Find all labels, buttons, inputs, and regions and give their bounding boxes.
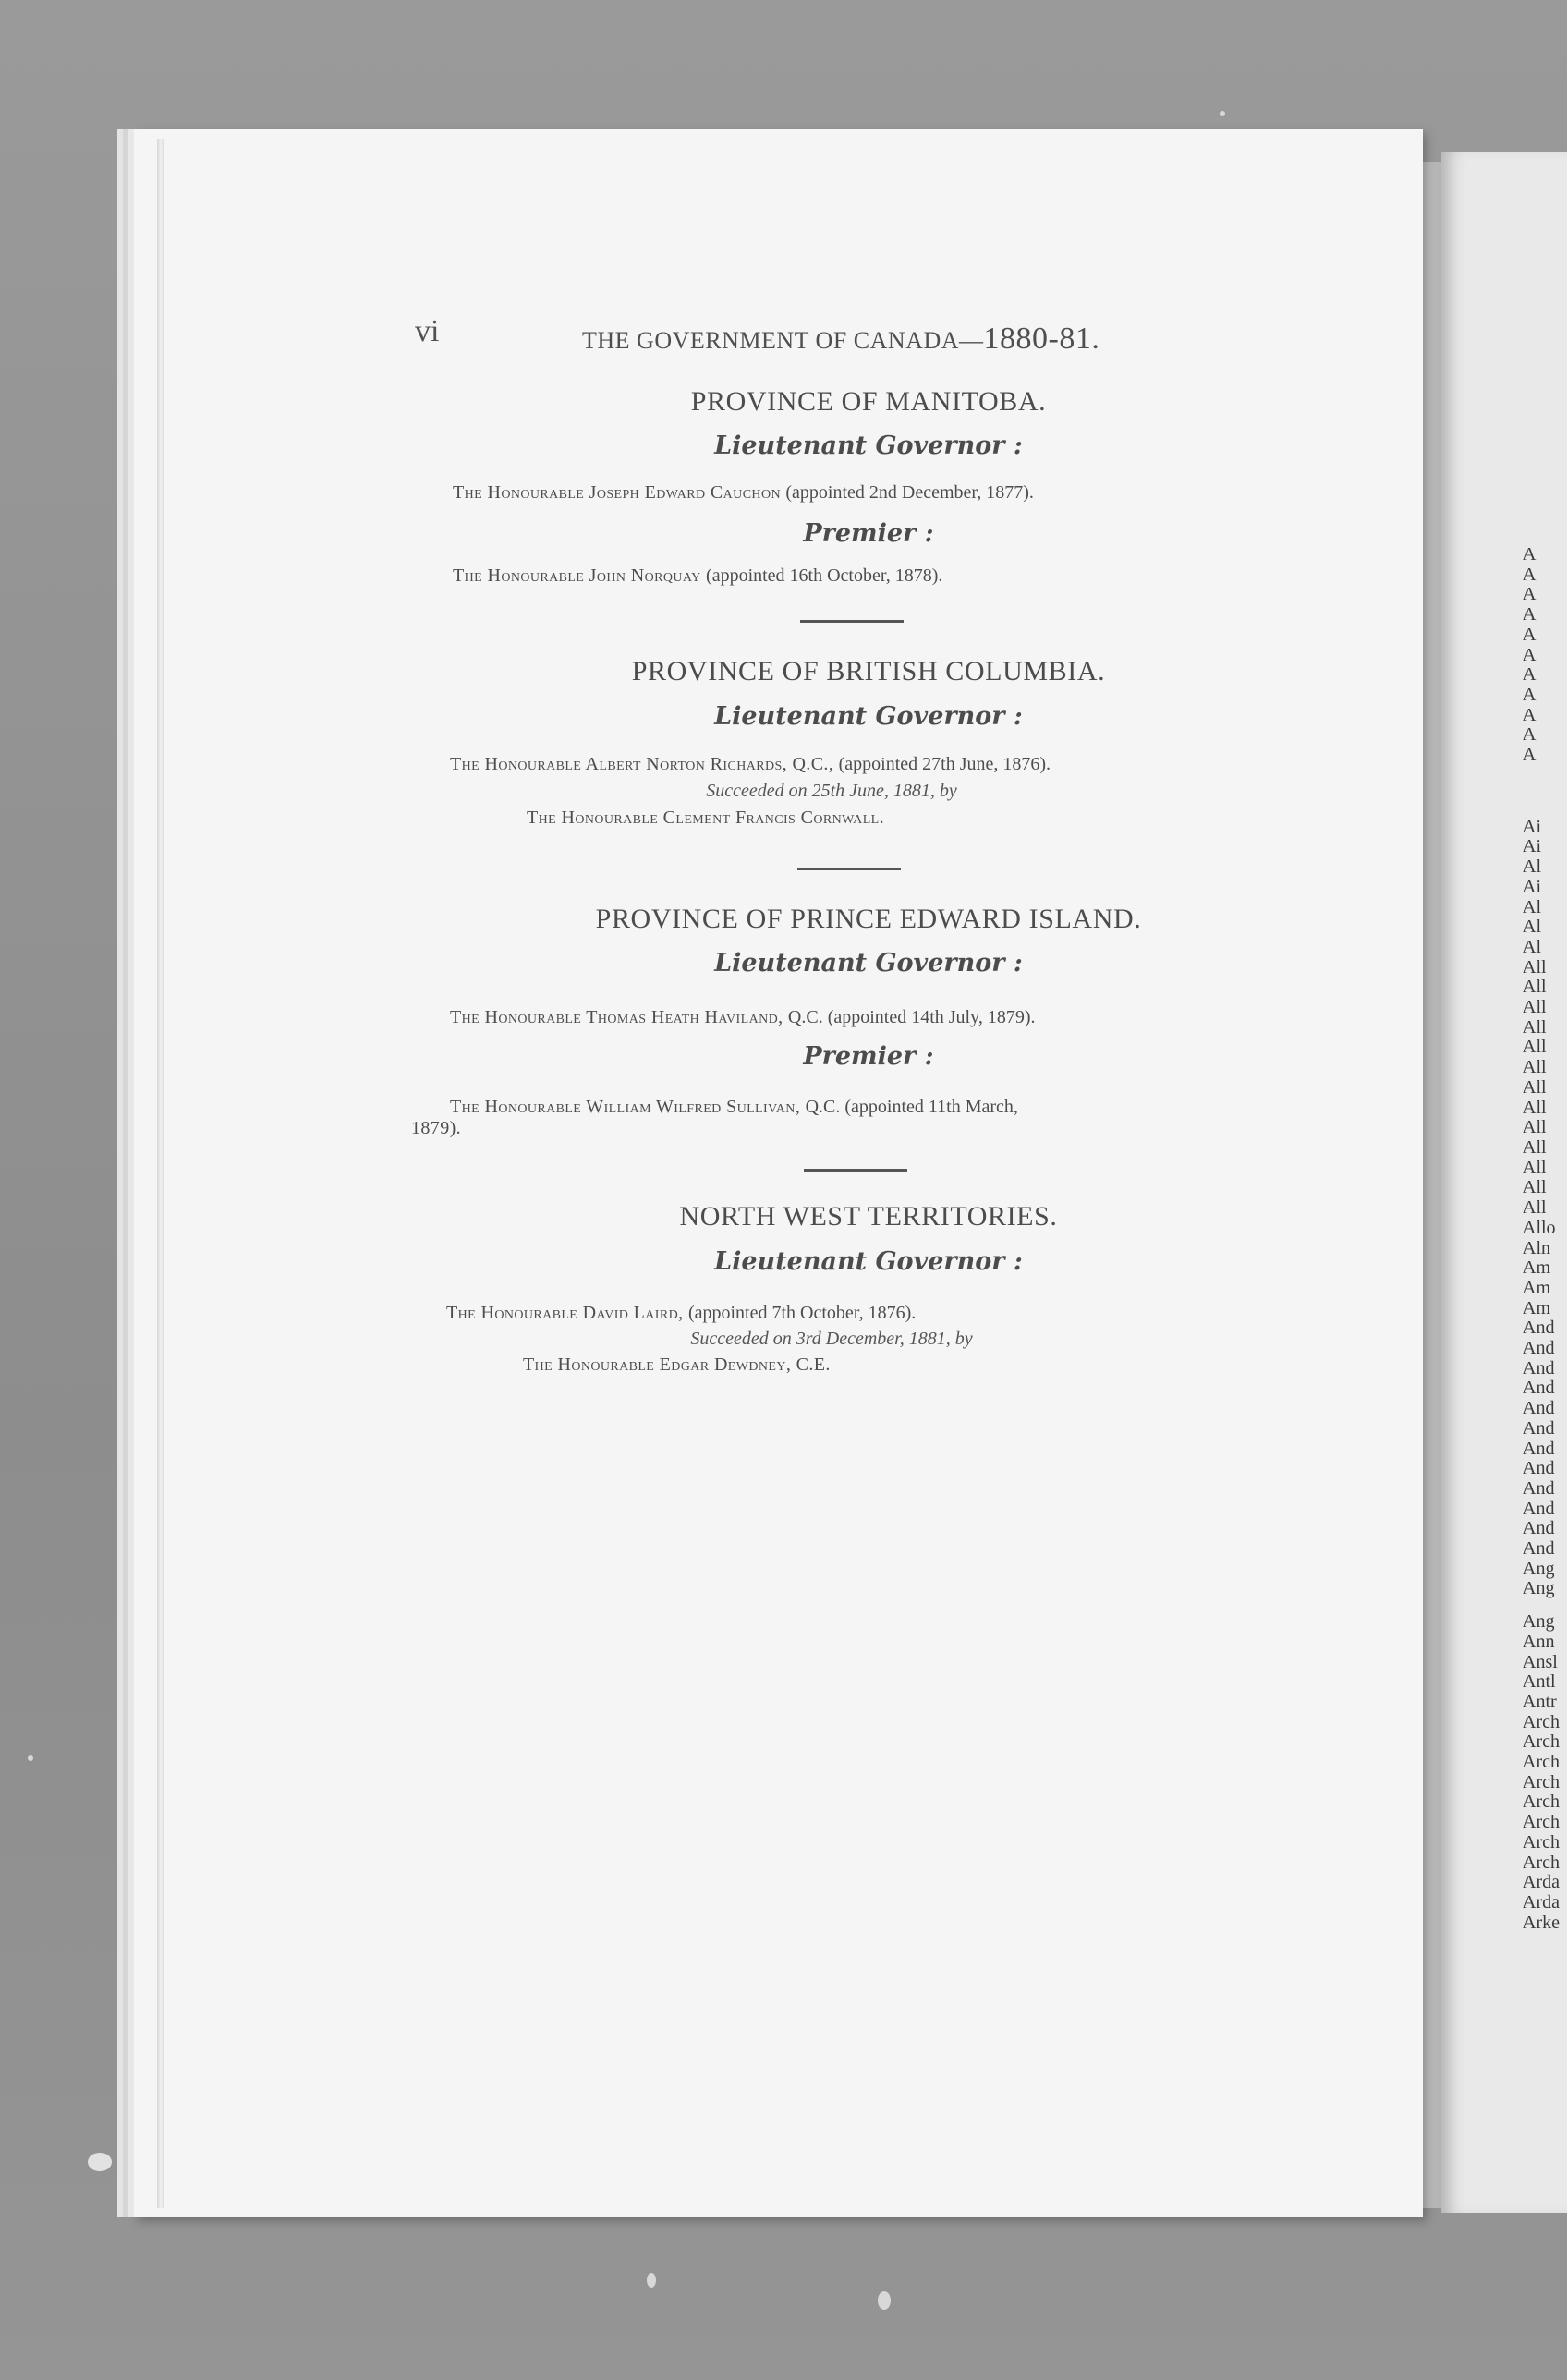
section-heading-manitoba: PROVINCE OF MANITOBA. <box>690 386 1047 417</box>
facing-index-entry: And <box>1523 1357 1555 1378</box>
facing-index-entry: A <box>1523 544 1537 565</box>
facing-index-entry: A <box>1523 624 1537 645</box>
officeholder-line <box>453 565 942 587</box>
facing-index-entry: Ai <box>1523 836 1541 857</box>
facing-index-entry: Al <box>1523 856 1541 878</box>
appointment-note: (appointed 2nd December, 1877). <box>785 482 1034 503</box>
succession-note: Succeeded on 25th June, 1881, by <box>706 781 957 801</box>
officeholder-line <box>450 1097 1018 1118</box>
facing-index-entry: All <box>1523 1037 1547 1058</box>
succession-note: Succeeded on 3rd December, 1881, by <box>690 1329 973 1349</box>
facing-index-entry: All <box>1523 1057 1547 1078</box>
officeholder-line-continuation: 1879). <box>411 1118 462 1138</box>
facing-index-entry: All <box>1523 956 1547 978</box>
facing-index-entry: All <box>1523 1076 1547 1098</box>
office-title-lieutenant-governor: Lieutenant Governor : <box>714 1247 1023 1276</box>
section-divider <box>804 1169 907 1172</box>
facing-index-entry: And <box>1523 1398 1555 1419</box>
facing-index-entry: Antr <box>1523 1691 1557 1712</box>
facing-index-entry: All <box>1523 1136 1547 1158</box>
facing-index-entry: Ai <box>1523 876 1541 897</box>
facing-index-entry: Al <box>1523 917 1541 938</box>
facing-index-entry: All <box>1523 1117 1547 1138</box>
facing-index-entry: Ang <box>1523 1558 1555 1579</box>
facing-index-entry: A <box>1523 745 1537 766</box>
facing-index-entry: All <box>1523 1016 1547 1038</box>
facing-index-entry: Arch <box>1523 1731 1560 1753</box>
facing-index-entry: Ang <box>1523 1611 1555 1633</box>
office-title-lieutenant-governor: Lieutenant Governor : <box>714 949 1023 978</box>
facing-index-entry: Al <box>1523 896 1541 917</box>
appointment-note: (appointed 16th October, 1878). <box>706 565 943 586</box>
running-title-years: 1880-81. <box>983 322 1100 356</box>
section-heading-prince-edward-island: PROVINCE OF PRINCE EDWARD ISLAND. <box>595 904 1142 934</box>
officeholder-line <box>446 1303 916 1324</box>
facing-index-entry: Ai <box>1523 816 1541 837</box>
officeholder-name: The Honourable Joseph Edward Cauchon <box>453 482 781 503</box>
facing-index-entry: Arch <box>1523 1711 1560 1732</box>
facing-index-entry: All <box>1523 997 1547 1018</box>
facing-index-entry: A <box>1523 604 1537 625</box>
appointment-note: Q.C. (appointed 14th July, 1879). <box>787 1007 1036 1027</box>
section-divider <box>797 868 901 870</box>
facing-index-entry: And <box>1523 1438 1555 1459</box>
facing-index-entry: And <box>1523 1458 1555 1479</box>
facing-index-entry: Al <box>1523 936 1541 957</box>
appointment-note: Q.C. (appointed 11th March, <box>805 1097 1018 1117</box>
facing-index-entry: And <box>1523 1498 1555 1519</box>
facing-index-entry: Arch <box>1523 1752 1560 1773</box>
facing-index-entry: All <box>1523 1097 1547 1118</box>
office-title-premier: Premier : <box>803 1042 934 1071</box>
facing-index-entry: Allo <box>1523 1217 1556 1238</box>
facing-index-entry: All <box>1523 1177 1547 1198</box>
facing-index-entry: And <box>1523 1518 1555 1539</box>
officeholder-line <box>453 482 1034 504</box>
facing-index-entry: Am <box>1523 1257 1550 1279</box>
officeholder-name: The Honourable John Norquay <box>453 565 701 586</box>
section-divider <box>800 620 904 623</box>
page-folio: vi <box>415 314 440 348</box>
office-title-lieutenant-governor: Lieutenant Governor : <box>714 702 1023 731</box>
officeholder-name: The Honourable William Wilfred Sullivan, <box>450 1097 801 1117</box>
office-title-lieutenant-governor: Lieutenant Governor : <box>714 431 1023 460</box>
facing-index-entry: Am <box>1523 1297 1550 1318</box>
officeholder-line <box>450 754 1051 775</box>
facing-index-entry: A <box>1523 704 1537 725</box>
facing-index-entry: All <box>1523 1157 1547 1178</box>
facing-index-entry: Arke <box>1523 1912 1560 1933</box>
facing-index-entry: And <box>1523 1477 1555 1499</box>
facing-index-entry: Antl <box>1523 1671 1556 1693</box>
facing-index-entry: Arch <box>1523 1852 1560 1873</box>
facing-index-entry: Arch <box>1523 1771 1560 1792</box>
officeholder-line <box>450 1007 1035 1028</box>
facing-index-entry: A <box>1523 724 1537 746</box>
facing-index-entry: A <box>1523 564 1537 585</box>
office-title-premier: Premier : <box>803 519 934 548</box>
officeholder-name: The Honourable Thomas Heath Haviland, <box>450 1007 784 1027</box>
facing-index-entry: Arch <box>1523 1812 1560 1833</box>
facing-index-entry: And <box>1523 1318 1555 1339</box>
facing-index-entry: Arda <box>1523 1892 1560 1912</box>
facing-index-entry: And <box>1523 1538 1555 1560</box>
facing-index-entry: A <box>1523 684 1537 705</box>
successor-line: The Honourable Edgar Dewdney, C.E. <box>523 1354 831 1375</box>
facing-index-entry: Arda <box>1523 1872 1560 1893</box>
facing-index-entry: All <box>1523 977 1547 998</box>
facing-index-entry: Ansl <box>1523 1651 1558 1672</box>
facing-index-entry: And <box>1523 1338 1555 1359</box>
facing-index-entry: Am <box>1523 1277 1550 1298</box>
section-heading-british-columbia: PROVINCE OF BRITISH COLUMBIA. <box>631 656 1106 686</box>
facing-index-entry: Ang <box>1523 1578 1555 1599</box>
facing-index-entry: Arch <box>1523 1831 1560 1852</box>
facing-index-entry: Arch <box>1523 1791 1560 1813</box>
appointment-note: (appointed 7th October, 1876). <box>687 1303 917 1323</box>
officeholder-name: The Honourable David Laird, <box>446 1303 684 1323</box>
facing-index-entry: A <box>1523 644 1537 665</box>
facing-index-entry: And <box>1523 1378 1555 1399</box>
facing-index-entry: All <box>1523 1197 1547 1219</box>
facing-index-entry: Ann <box>1523 1631 1555 1652</box>
officeholder-name: The Honourable Albert Norton Richards, Q.C., <box>450 754 834 774</box>
facing-index-entry: Aln <box>1523 1237 1550 1258</box>
running-title <box>582 322 1099 357</box>
facing-index-entry: A <box>1523 664 1537 686</box>
appointment-note: (appointed 27th June, 1876). <box>838 754 1051 774</box>
section-heading-north-west-territories: NORTH WEST TERRITORIES. <box>679 1201 1058 1232</box>
running-title-main: THE GOVERNMENT OF CANADA— <box>582 327 984 354</box>
successor-line: The Honourable Clement Francis Cornwall. <box>527 808 885 828</box>
facing-index-entry: And <box>1523 1417 1555 1439</box>
facing-index-entry: A <box>1523 584 1537 605</box>
